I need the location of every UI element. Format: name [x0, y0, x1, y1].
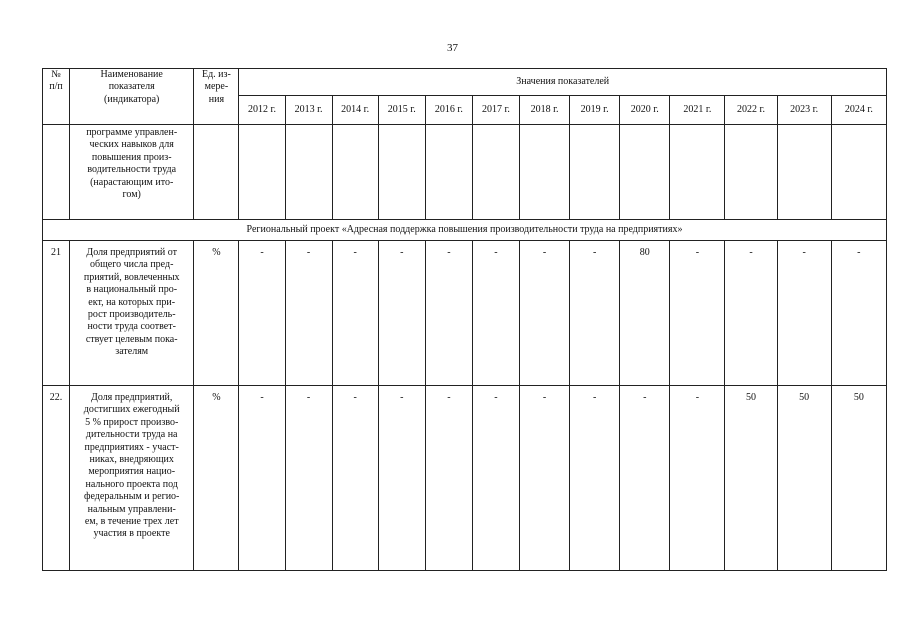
value-cell: -: [239, 386, 285, 571]
value-cell: -: [670, 241, 725, 386]
header-year: 2015 г.: [378, 96, 425, 125]
value-cell: [620, 125, 670, 220]
value-cell: -: [378, 241, 425, 386]
value-cell: -: [520, 241, 570, 386]
value-cell: -: [285, 386, 332, 571]
header-year: 2024 г.: [831, 96, 886, 125]
value-cell: -: [472, 241, 519, 386]
value-cell: [831, 125, 886, 220]
header-unit: Ед. из- мере- ния: [194, 69, 239, 125]
value-cell: -: [285, 241, 332, 386]
value-cell: 50: [777, 386, 831, 571]
value-cell: -: [831, 241, 886, 386]
header-year: 2020 г.: [620, 96, 670, 125]
row-num-cell: 22.: [43, 386, 70, 571]
value-cell: -: [239, 241, 285, 386]
table-row: [43, 241, 887, 386]
row-name-cell: Доля предприятий, достигших ежегодный 5 % прирост произво- дительности труда на предприятиях - участ- никах, внедряющих мероприятия нацио- нального проекта под федеральным и регио- нальным управлени- ем, в течение трех лет участия в проекте: [70, 386, 194, 571]
row-unit-cell: %: [194, 241, 239, 386]
row-num-cell: [43, 125, 70, 220]
value-cell: 50: [725, 386, 777, 571]
indicators-table: [42, 68, 887, 571]
value-cell: -: [777, 241, 831, 386]
row-unit-cell: %: [194, 386, 239, 571]
value-cell: [332, 125, 378, 220]
value-cell: 80: [620, 241, 670, 386]
value-cell: -: [520, 386, 570, 571]
value-cell: -: [570, 241, 620, 386]
header-year: 2012 г.: [239, 96, 285, 125]
header-year: 2019 г.: [570, 96, 620, 125]
value-cell: [285, 125, 332, 220]
value-cell: -: [332, 241, 378, 386]
value-cell: -: [425, 386, 472, 571]
value-cell: [725, 125, 777, 220]
section-row: [43, 220, 887, 241]
value-cell: 50: [831, 386, 886, 571]
table-row: [43, 386, 887, 571]
row-num-cell: 21: [43, 241, 70, 386]
row-name-cell: Доля предприятий от общего числа пред- приятий, вовлеченных в национальный про- ект, на которых при- рост производитель- ности труда соответ- ствует целевым пока- зателям: [70, 241, 194, 386]
section-title: Региональный проект «Адресная поддержка повышения производительности труда на предприятиях»: [43, 220, 887, 241]
value-cell: [570, 125, 620, 220]
page-number: 37: [447, 42, 458, 54]
row-unit-cell: [194, 125, 239, 220]
row-name-cell: программе управлен- ческих навыков для повышения произ- водительности труда (нарастающим ито- гом): [70, 125, 194, 220]
header-year: 2016 г.: [425, 96, 472, 125]
value-cell: [777, 125, 831, 220]
value-cell: -: [472, 386, 519, 571]
value-cell: [425, 125, 472, 220]
value-cell: -: [332, 386, 378, 571]
header-year: 2021 г.: [670, 96, 725, 125]
header-name: Наименование показателя (индикатора): [70, 69, 194, 125]
value-cell: -: [570, 386, 620, 571]
header-row: [43, 69, 887, 96]
table-row-continued: [43, 125, 887, 220]
value-cell: -: [425, 241, 472, 386]
header-year: 2014 г.: [332, 96, 378, 125]
value-cell: [239, 125, 285, 220]
value-cell: [472, 125, 519, 220]
header-year: 2013 г.: [285, 96, 332, 125]
header-year: 2017 г.: [472, 96, 519, 125]
header-year: 2018 г.: [520, 96, 570, 125]
value-cell: -: [620, 386, 670, 571]
value-cell: [670, 125, 725, 220]
value-cell: -: [725, 241, 777, 386]
header-year: 2023 г.: [777, 96, 831, 125]
value-cell: -: [378, 386, 425, 571]
value-cell: -: [670, 386, 725, 571]
value-cell: [378, 125, 425, 220]
header-num: № п/п: [43, 69, 70, 125]
header-year: 2022 г.: [725, 96, 777, 125]
header-values-title: Значения показателей: [239, 69, 887, 96]
value-cell: [520, 125, 570, 220]
